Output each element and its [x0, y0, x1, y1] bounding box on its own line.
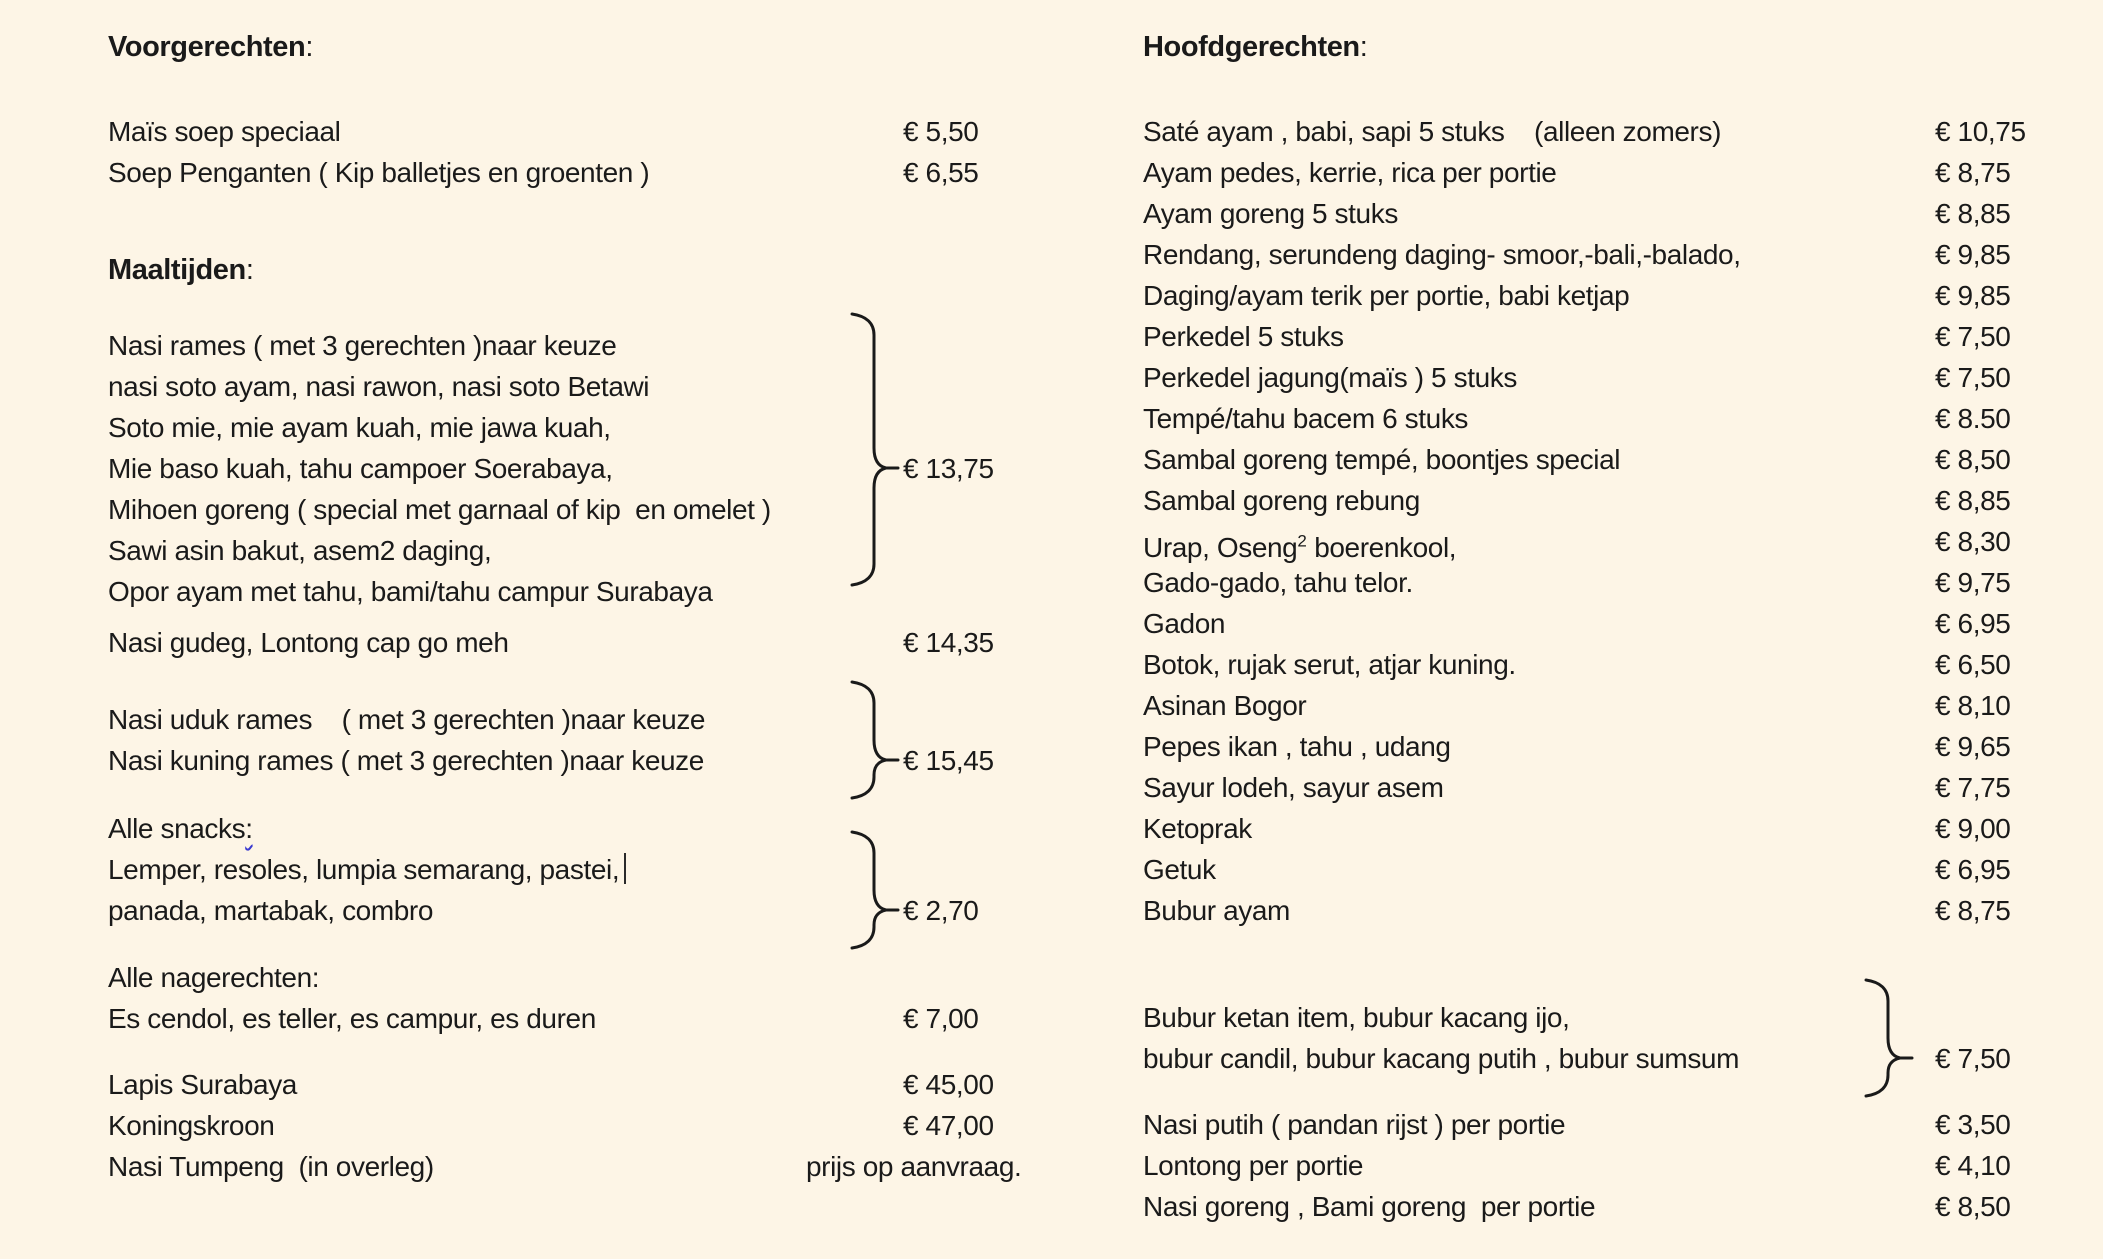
spacer: [108, 612, 1093, 622]
item-name: Bubur ketan item, bubur kacang ijo,: [1143, 1002, 1570, 1033]
item-name: Ayam pedes, kerrie, rica per portie: [1143, 157, 1557, 188]
item-price: € 10,75: [1935, 116, 2026, 147]
heading-colon: :: [1359, 31, 1368, 63]
item-name: Tempé/tahu bacem 6 stuks: [1143, 403, 1469, 434]
item-price: € 45,00: [903, 1069, 994, 1100]
menu-item-row: [1143, 398, 2098, 439]
item-name: Maïs soep speciaal: [108, 116, 341, 147]
spacer: [108, 931, 1093, 957]
group-price: € 2,70: [903, 895, 979, 926]
menu-item-row: [1143, 603, 2098, 644]
group-line: [108, 366, 1093, 407]
item-price: € 7,00: [903, 1003, 979, 1034]
item-name: Nasi uduk rames ( met 3 gerechten )naar keuze: [108, 704, 706, 735]
heading-colon: :: [311, 962, 320, 993]
item-price: € 8,75: [1935, 157, 2011, 188]
menu-item-row: [1143, 726, 2098, 767]
item-name: [1143, 532, 1456, 563]
item-name: Ayam goreng 5 stuks: [1143, 198, 1398, 229]
menu-item-row: [1143, 521, 2098, 562]
item-name: Sambal goreng tempé, boontjes special: [1143, 444, 1621, 475]
group-line: [108, 699, 1093, 740]
item-name: Pepes ikan , tahu , udang: [1143, 731, 1451, 762]
item-name: Botok, rujak serut, atjar kuning.: [1143, 649, 1516, 680]
item-price: € 3,50: [1935, 1109, 2011, 1140]
item-name: bubur candil, bubur kacang putih , bubur sumsum: [1143, 1043, 1740, 1074]
item-price: € 9,00: [1935, 813, 2011, 844]
item-price: € 8,50: [1935, 1191, 2011, 1222]
item-name-part: Urap, Oseng: [1143, 532, 1298, 564]
item-name: Saté ayam , babi, sapi 5 stuks (alleen zomers): [1143, 116, 1721, 147]
group-price: € 13,75: [903, 453, 994, 484]
item-name: Perkedel 5 stuks: [1143, 321, 1344, 352]
item-name: Mihoen goreng ( special met garnaal of kip en omelet ): [108, 494, 771, 525]
menu-item-group: [108, 699, 1093, 781]
item-name: Koningskroon: [108, 1110, 275, 1141]
menu-item-row: [1143, 562, 2098, 603]
item-price: prijs op aanvraag.: [806, 1151, 1022, 1182]
group-line: [108, 448, 1093, 489]
item-price: € 8,50: [1935, 444, 2011, 475]
menu-column-left: [108, 26, 1093, 1187]
menu-item-row: [1143, 316, 2098, 357]
item-name: Nasi kuning rames ( met 3 gerechten )naar keuze: [108, 745, 704, 776]
item-name: Soep Penganten ( Kip balletjes en groenten ): [108, 157, 650, 188]
spacer: [108, 663, 1093, 699]
item-price: € 8,85: [1935, 198, 2011, 229]
menu-item-row: [108, 1146, 1093, 1187]
menu-item-group: [1143, 997, 2098, 1079]
item-name: Rendang, serundeng daging- smoor,-bali,-balado,: [1143, 239, 1741, 270]
group-line: [108, 571, 1093, 612]
item-name: Nasi rames ( met 3 gerechten )naar keuze: [108, 330, 617, 361]
item-name: Opor ayam met tahu, bami/tahu campur Surabaya: [108, 576, 713, 607]
spacer: [1143, 67, 2098, 111]
item-name: Soto mie, mie ayam kuah, mie jawa kuah,: [108, 412, 611, 443]
item-price: € 8,30: [1935, 526, 2011, 557]
item-price: € 9,65: [1935, 731, 2011, 762]
item-name: panada, martabak, combro: [108, 895, 434, 926]
heading-text: Alle nagerechten: [108, 962, 312, 993]
menu-item-row: [1143, 767, 2098, 808]
section-heading: [108, 26, 1093, 67]
item-price: € 7,50: [1935, 321, 2011, 352]
group-line: [108, 530, 1093, 571]
spacer: [108, 290, 1093, 325]
heading-colon: :: [245, 254, 254, 286]
item-name: Es cendol, es teller, es campur, es duren: [108, 1003, 596, 1034]
menu-item-row: [108, 152, 1093, 193]
menu-item-row: [1143, 439, 2098, 480]
item-price: € 8.50: [1935, 403, 2011, 434]
item-price: € 6,95: [1935, 608, 2011, 639]
menu-item-row: [108, 1105, 1093, 1146]
item-name: Nasi gudeg, Lontong cap go meh: [108, 627, 509, 658]
group-line: [108, 407, 1093, 448]
section-subheading: [108, 808, 1093, 849]
item-price: € 9,85: [1935, 280, 2011, 311]
menu-item-row: [108, 1064, 1093, 1105]
item-name: Mie baso kuah, tahu campoer Soerabaya,: [108, 453, 613, 484]
menu-item-row: [1143, 193, 2098, 234]
item-price: € 14,35: [903, 627, 994, 658]
menu-item-row: [1143, 275, 2098, 316]
item-name-part: boerenkool,: [1306, 532, 1457, 564]
item-price: € 6,55: [903, 157, 979, 188]
item-price: € 7,50: [1935, 362, 2011, 393]
text-cursor: [624, 853, 626, 884]
item-price: € 9,85: [1935, 239, 2011, 270]
menu-item-row: [1143, 849, 2098, 890]
item-name: Lemper, resoles, lumpia semarang, pastei,: [108, 854, 620, 885]
item-price: € 8,85: [1935, 485, 2011, 516]
item-name: Sayur lodeh, sayur asem: [1143, 772, 1444, 803]
item-name: Nasi putih ( pandan rijst ) per portie: [1143, 1109, 1566, 1140]
item-name: Lapis Surabaya: [108, 1069, 297, 1100]
superscript-text: 2: [1297, 532, 1307, 551]
menu-item-row: [1143, 1186, 2098, 1227]
menu-item-row: [1143, 1145, 2098, 1186]
group-line: [108, 890, 1093, 931]
item-price: € 7,75: [1935, 772, 2011, 803]
group-line: [108, 740, 1093, 781]
item-name: Nasi Tumpeng (in overleg): [108, 1151, 434, 1182]
group-price: € 15,45: [903, 745, 994, 776]
heading-text: Voorgerechten: [108, 31, 306, 63]
item-name: Nasi goreng , Bami goreng per portie: [1143, 1191, 1596, 1222]
group-line: [108, 849, 1093, 890]
item-name: Asinan Bogor: [1143, 690, 1307, 721]
heading-colon: :: [305, 31, 313, 63]
item-name: Bubur ayam: [1143, 895, 1290, 926]
menu-item-row: [1143, 111, 2098, 152]
menu-item-row: [108, 622, 1093, 663]
item-name: Daging/ayam terik per portie, babi ketjap: [1143, 280, 1630, 311]
item-price: € 5,50: [903, 116, 979, 147]
group-line: [108, 489, 1093, 530]
spacer: [108, 781, 1093, 808]
menu-item-row: [1143, 234, 2098, 275]
item-price: € 8,10: [1935, 690, 2011, 721]
menu-item-group: [108, 849, 1093, 931]
colon-spellcheck-squiggle: :: [245, 813, 253, 844]
section-heading: [1143, 26, 2098, 67]
menu-item-row: [1143, 480, 2098, 521]
item-price: € 4,10: [1935, 1150, 2011, 1181]
group-line: [108, 325, 1093, 366]
section-heading: [108, 249, 1093, 290]
item-name: Sawi asin bakut, asem2 daging,: [108, 535, 492, 566]
item-name: Ketoprak: [1143, 813, 1252, 844]
group-line: [1143, 1038, 2098, 1079]
heading-text: Hoofdgerechten: [1143, 31, 1360, 63]
group-price: € 7,50: [1935, 1043, 2011, 1074]
menu-item-row: [1143, 685, 2098, 726]
section-subheading: [108, 957, 1093, 998]
item-name: Sambal goreng rebung: [1143, 485, 1420, 516]
item-name: nasi soto ayam, nasi rawon, nasi soto Betawi: [108, 371, 650, 402]
item-price: € 6,50: [1935, 649, 2011, 680]
heading-text: Alle snacks: [108, 813, 246, 844]
item-price: € 47,00: [903, 1110, 994, 1141]
item-price: € 9,75: [1935, 567, 2011, 598]
spacer: [108, 193, 1093, 249]
menu-item-row: [1143, 808, 2098, 849]
spacer: [1143, 931, 2098, 997]
item-name: Gado-gado, tahu telor.: [1143, 567, 1413, 598]
spacer: [1143, 1079, 2098, 1104]
item-price: € 8,75: [1935, 895, 2011, 926]
menu-item-row: [1143, 890, 2098, 931]
item-name: Gadon: [1143, 608, 1226, 639]
item-price: € 6,95: [1935, 854, 2011, 885]
menu-item-row: [1143, 357, 2098, 398]
item-name: Lontong per portie: [1143, 1150, 1364, 1181]
menu-item-group: [108, 325, 1093, 612]
menu-item-row: [108, 111, 1093, 152]
menu-item-row: [1143, 644, 2098, 685]
spacer: [108, 67, 1093, 111]
menu-item-row: [1143, 152, 2098, 193]
menu-column-right: [1143, 26, 2098, 1227]
spacer: [108, 1039, 1093, 1064]
menu-item-row: [1143, 1104, 2098, 1145]
item-name: Getuk: [1143, 854, 1216, 885]
item-name: Perkedel jagung(maïs ) 5 stuks: [1143, 362, 1517, 393]
group-line: [1143, 997, 2098, 1038]
menu-item-row: [108, 998, 1093, 1039]
heading-text: Maaltijden: [108, 254, 246, 286]
